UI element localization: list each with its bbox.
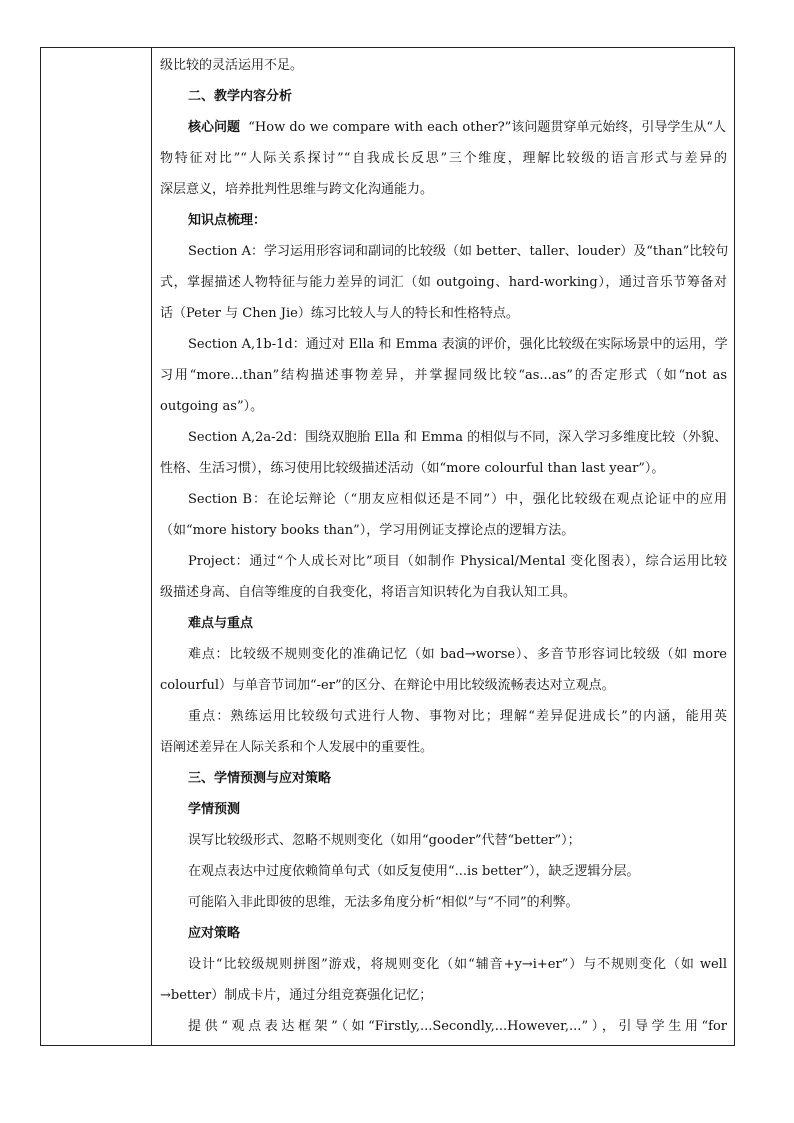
text-line: 设计“比较级规则拼图”游戏，将规则变化（如“辅音+y→i+er”）与不规则变化（如 well — [188, 957, 727, 972]
text-line: 式，掌握描述人物特征与能力差异的词汇（如 outgoing、hard-working），通过音乐节筹备对 — [160, 275, 727, 290]
subheading: 应对策略 — [188, 926, 241, 941]
text-line: →better）制成卡片，通过分组竞赛强化记忆； — [160, 988, 433, 1003]
text-line: 性格、生活习惯），练习使用比较级描述活动（如“more colourful than last year”）。 — [160, 461, 665, 476]
text-line: Section B：在论坛辩论（“朋友应相似还是不同”）中，强化比较级在观点论证中的应用 — [188, 492, 727, 507]
text-line: 话（Peter 与 Chen Jie）练习比较人与人的特长和性格特点。 — [160, 306, 519, 321]
text-line: 可能陷入非此即彼的思维，无法多角度分析“相似”与“不同”的利弊。 — [188, 895, 579, 910]
text-line: 提供“观点表达框架”（如“Firstly,...Secondly,...However,...”），引导学生用“for — [188, 1019, 727, 1034]
text-line — [188, 120, 727, 136]
section-heading: 三、学情预测与应对策略 — [188, 771, 332, 786]
text-line: 重点：熟练运用比较级句式进行人物、事物对比；理解“差异促进成长”的内涵，能用英 — [188, 709, 727, 724]
text-line: 物特征对比”“人际关系探讨”“自我成长反思”三个维度，理解比较级的语言形式与差异的 — [160, 151, 727, 166]
subheading: 学情预测 — [188, 802, 241, 817]
text-line: 语阐述差异在人际关系和个人发展中的重要性。 — [160, 740, 434, 755]
core-question-label: 核心问题 — [188, 120, 241, 135]
lesson-plan-table — [40, 47, 735, 1046]
text-line: 习用“more...than”结构描述事物差异，并掌握同级比较“as...as”的否定形式（如“not as — [160, 368, 727, 383]
core-question-text: “How do we compare with each other?”该问题贯穿单元始终，引导学生从“人 — [248, 120, 726, 135]
section-heading: 二、教学内容分析 — [188, 89, 293, 104]
text-line: outgoing as”）。 — [160, 399, 264, 414]
text-line: 级比较的灵活运用不足。 — [160, 58, 304, 73]
text-line: 深层意义，培养批判性思维与跨文化沟通能力。 — [160, 182, 434, 197]
table-left-column — [41, 48, 152, 1045]
text-line: 误写比较级形式、忽略不规则变化（如用“gooder”代替“better”）； — [188, 833, 581, 848]
text-line: 级描述身高、自信等维度的自我变化，将语言知识转化为自我认知工具。 — [160, 585, 577, 600]
subheading: 难点与重点 — [188, 616, 254, 631]
text-line: Section A：学习运用形容词和副词的比较级（如 better、taller、louder）及“than”比较句 — [188, 244, 729, 259]
text-line: 难点：比较级不规则变化的准确记忆（如 bad→worse）、多音节形容词比较级（如 more — [188, 647, 727, 662]
subheading: 知识点梳理： — [188, 213, 267, 228]
text-line: Section A,1b-1d：通过对 Ella 和 Emma 表演的评价，强化比较级在实际场景中的运用，学 — [188, 337, 728, 352]
table-content-cell — [153, 48, 734, 1045]
text-line: （如“more history books than”），学习用例证支撑论点的逻辑方法。 — [160, 523, 575, 538]
text-line: colourful）与单音节词加“-er”的区分、在辩论中用比较级流畅表达对立观点。 — [160, 678, 615, 693]
text-line: 在观点表达中过度依赖简单句式（如反复使用“...is better”），缺乏逻辑分层。 — [188, 864, 640, 879]
text-line: Section A,2a-2d：围绕双胞胎 Ella 和 Emma 的相似与不同，深入学习多维度比较（外貌、 — [188, 430, 728, 445]
text-line: Project：通过“个人成长对比”项目（如制作 Physical/Mental 变化图表），综合运用比较 — [188, 554, 727, 569]
